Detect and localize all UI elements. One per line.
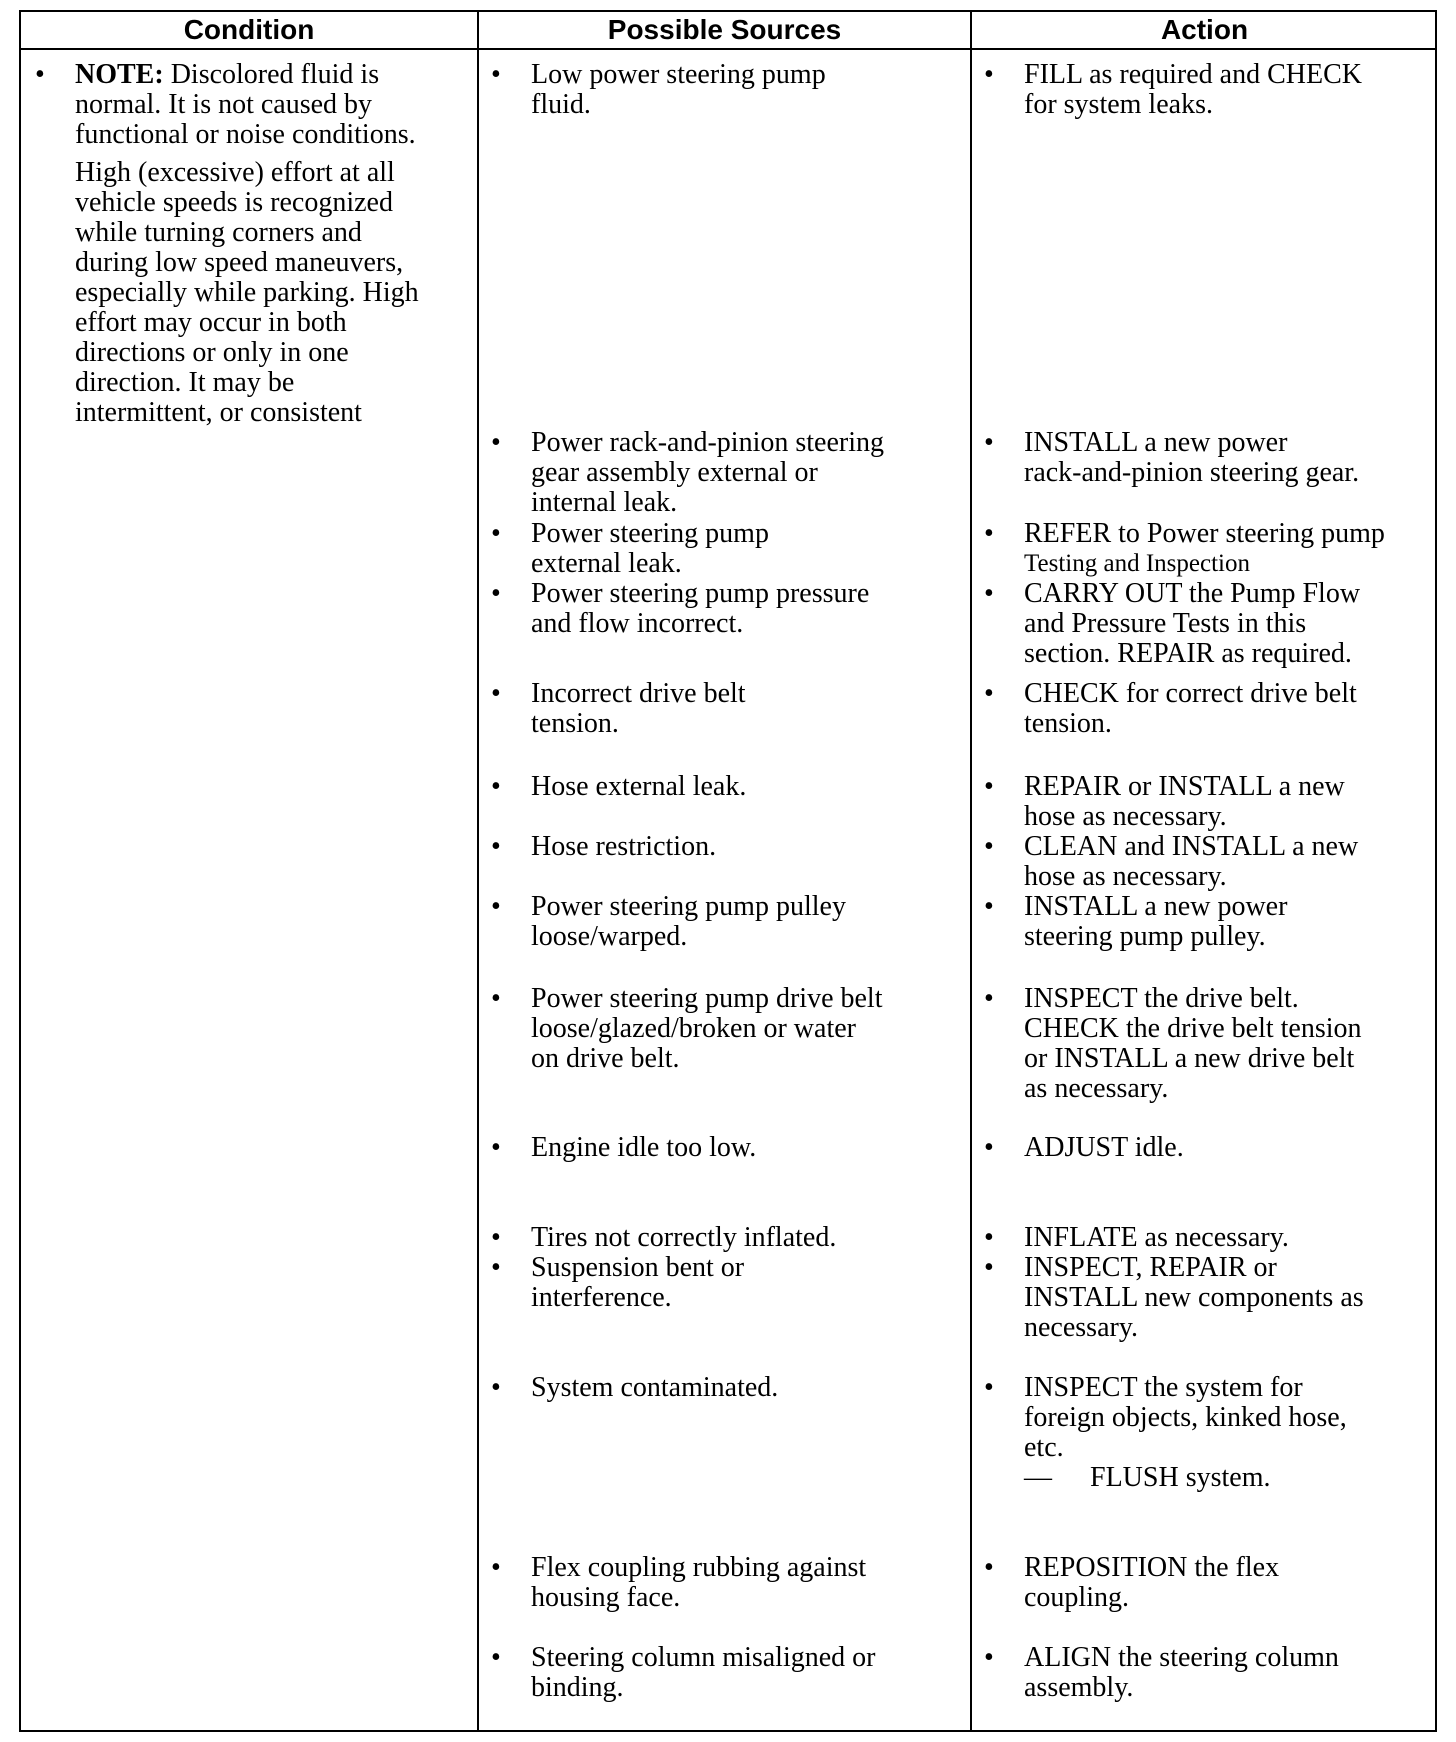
action-line: assembly. — [1024, 1672, 1134, 1703]
bullet: • — [491, 1222, 501, 1253]
action-subitem-text: FLUSH system. — [1090, 1462, 1271, 1493]
source-line: Hose restriction. — [531, 831, 717, 862]
source-line: housing face. — [531, 1582, 681, 1613]
source-line: Power steering pump drive belt — [531, 983, 883, 1014]
source-text — [531, 428, 884, 518]
action-line: CHECK for correct drive belt — [1024, 678, 1357, 709]
bullet: • — [984, 831, 994, 862]
bullet: • — [491, 891, 501, 922]
source-line: loose/glazed/broken or water — [531, 1013, 856, 1044]
source-text — [531, 1223, 836, 1253]
source-line: Tires not correctly inflated. — [531, 1222, 837, 1253]
action-line: FILL as required and CHECK — [1024, 59, 1362, 90]
bullet: • — [491, 831, 501, 862]
bullet: • — [984, 983, 994, 1014]
description-line: directions or only in one — [75, 337, 349, 368]
header-divider — [21, 48, 1435, 50]
bullet: • — [35, 59, 45, 90]
source-text — [531, 1253, 744, 1313]
action-text — [1024, 1133, 1184, 1163]
bullet: • — [984, 1132, 994, 1163]
action-line: coupling. — [1024, 1582, 1129, 1613]
action-line: INFLATE as necessary. — [1024, 1222, 1289, 1253]
source-text — [531, 519, 769, 579]
header-condition: Condition — [183, 14, 315, 45]
condition-note — [75, 60, 419, 428]
action-line: INSTALL a new power — [1024, 891, 1288, 922]
bullet: • — [491, 1132, 501, 1163]
action-text — [1024, 428, 1359, 488]
source-line: internal leak. — [531, 487, 678, 518]
source-text — [531, 832, 716, 862]
note-line: normal. It is not caused by — [75, 89, 373, 120]
note-line: Discolored fluid is — [170, 59, 380, 90]
bullet: • — [491, 678, 501, 709]
action-line: or INSTALL a new drive belt — [1024, 1043, 1355, 1074]
bullet: • — [984, 1222, 994, 1253]
action-text — [1024, 579, 1360, 669]
description-line: while turning corners and — [75, 217, 362, 248]
source-text — [531, 984, 882, 1074]
bullet: • — [984, 1552, 994, 1583]
description-line: especially while parking. High — [75, 277, 419, 308]
action-line: INSTALL a new power — [1024, 427, 1288, 458]
source-line: Power steering pump pressure — [531, 578, 870, 609]
action-line: as necessary. — [1024, 1073, 1169, 1104]
bullet: • — [491, 59, 501, 90]
source-line: Incorrect drive belt — [531, 678, 746, 709]
action-line: INSPECT the system for — [1024, 1372, 1303, 1403]
note-line: functional or noise conditions. — [75, 119, 416, 150]
bullet: • — [984, 678, 994, 709]
action-line: INSPECT the drive belt. — [1024, 983, 1299, 1014]
source-line: Power steering pump — [531, 518, 769, 549]
bullet: • — [984, 1252, 994, 1283]
source-line: Suspension bent or — [531, 1252, 745, 1283]
condition-description — [75, 158, 419, 428]
source-line: Power rack-and-pinion steering — [531, 427, 884, 458]
action-line: and Pressure Tests in this — [1024, 608, 1307, 639]
source-line: binding. — [531, 1672, 624, 1703]
bullet: • — [491, 771, 501, 802]
action-line: steering pump pulley. — [1024, 921, 1266, 952]
bullet: • — [984, 518, 994, 549]
action-text — [1024, 832, 1358, 892]
description-line: vehicle speeds is recognized — [75, 187, 393, 218]
action-line: etc. — [1024, 1432, 1064, 1463]
action-text — [1024, 1373, 1347, 1463]
source-line: and flow incorrect. — [531, 608, 744, 639]
action-line: INSPECT, REPAIR or — [1024, 1252, 1277, 1283]
source-line: external leak. — [531, 548, 682, 579]
source-line: interference. — [531, 1282, 672, 1313]
action-line: INSTALL new components as — [1024, 1282, 1364, 1313]
source-text — [531, 60, 826, 120]
bullet: • — [984, 578, 994, 609]
bullet: • — [491, 578, 501, 609]
bullet: • — [984, 771, 994, 802]
action-line: CARRY OUT the Pump Flow — [1024, 578, 1361, 609]
description-line: intermittent, or consistent — [75, 397, 362, 428]
bullet: • — [984, 1642, 994, 1673]
action-line: rack-and-pinion steering gear. — [1024, 457, 1360, 488]
action-text — [1024, 60, 1362, 120]
source-line: Flex coupling rubbing against — [531, 1552, 867, 1583]
source-text — [531, 892, 846, 952]
bullet: • — [491, 1552, 501, 1583]
action-text — [1024, 519, 1385, 579]
source-line: loose/warped. — [531, 921, 688, 952]
source-line: Steering column misaligned or — [531, 1642, 876, 1673]
source-text — [531, 772, 746, 802]
action-line: REFER to Power steering pump — [1024, 518, 1385, 549]
action-text — [1024, 679, 1357, 739]
action-line: section. REPAIR as required. — [1024, 638, 1352, 669]
source-text — [531, 1373, 778, 1403]
note-label: NOTE: — [75, 59, 164, 90]
source-line: fluid. — [531, 89, 591, 120]
bullet: • — [491, 427, 501, 458]
source-text — [531, 1133, 756, 1163]
action-line: hose as necessary. — [1024, 801, 1227, 832]
source-line: on drive belt. — [531, 1043, 680, 1074]
bullet: • — [491, 1642, 501, 1673]
source-line: Power steering pump pulley — [531, 891, 846, 922]
action-line: tension. — [1024, 708, 1112, 739]
action-line: Testing and Inspection — [1024, 550, 1250, 577]
dash: — — [1024, 1462, 1052, 1493]
action-line: REPAIR or INSTALL a new — [1024, 771, 1345, 802]
action-subitem — [1024, 1463, 1270, 1493]
description-line: High (excessive) effort at all — [75, 157, 395, 188]
column-divider-2 — [970, 12, 972, 1730]
description-line: effort may occur in both — [75, 307, 347, 338]
action-text — [1024, 892, 1287, 952]
source-line: Engine idle too low. — [531, 1132, 757, 1163]
action-text — [1024, 1253, 1364, 1343]
header-action: Action — [1160, 14, 1249, 45]
source-text — [531, 579, 869, 639]
source-line: tension. — [531, 708, 619, 739]
bullet: • — [984, 427, 994, 458]
header-possible-sources: Possible Sources — [607, 14, 842, 45]
description-line: direction. It may be — [75, 367, 295, 398]
source-text — [531, 679, 746, 739]
bullet: • — [984, 891, 994, 922]
action-line: hose as necessary. — [1024, 861, 1227, 892]
action-line: ADJUST idle. — [1024, 1132, 1184, 1163]
bullet: • — [491, 1372, 501, 1403]
action-line: CLEAN and INSTALL a new — [1024, 831, 1359, 862]
source-line: Low power steering pump — [531, 59, 826, 90]
action-line: CHECK the drive belt tension — [1024, 1013, 1362, 1044]
action-line: ALIGN the steering column — [1024, 1642, 1339, 1673]
bullet: • — [984, 1372, 994, 1403]
bullet: • — [491, 983, 501, 1014]
source-line: Hose external leak. — [531, 771, 747, 802]
action-line: for system leaks. — [1024, 89, 1213, 120]
bullet: • — [491, 518, 501, 549]
source-line: System contaminated. — [531, 1372, 779, 1403]
action-text — [1024, 1643, 1339, 1703]
action-line: necessary. — [1024, 1312, 1139, 1343]
action-text — [1024, 1223, 1289, 1253]
source-text — [531, 1643, 876, 1703]
description-line: during low speed maneuvers, — [75, 247, 404, 278]
action-line: REPOSITION the flex — [1024, 1552, 1280, 1583]
action-text — [1024, 984, 1362, 1104]
bullet: • — [984, 59, 994, 90]
source-text — [531, 1553, 866, 1613]
troubleshooting-table — [19, 10, 1437, 1732]
bullet: • — [491, 1252, 501, 1283]
action-line: foreign objects, kinked hose, — [1024, 1402, 1347, 1433]
column-divider-1 — [477, 12, 479, 1730]
action-text — [1024, 772, 1345, 832]
action-text — [1024, 1553, 1279, 1613]
source-line: gear assembly external or — [531, 457, 818, 488]
